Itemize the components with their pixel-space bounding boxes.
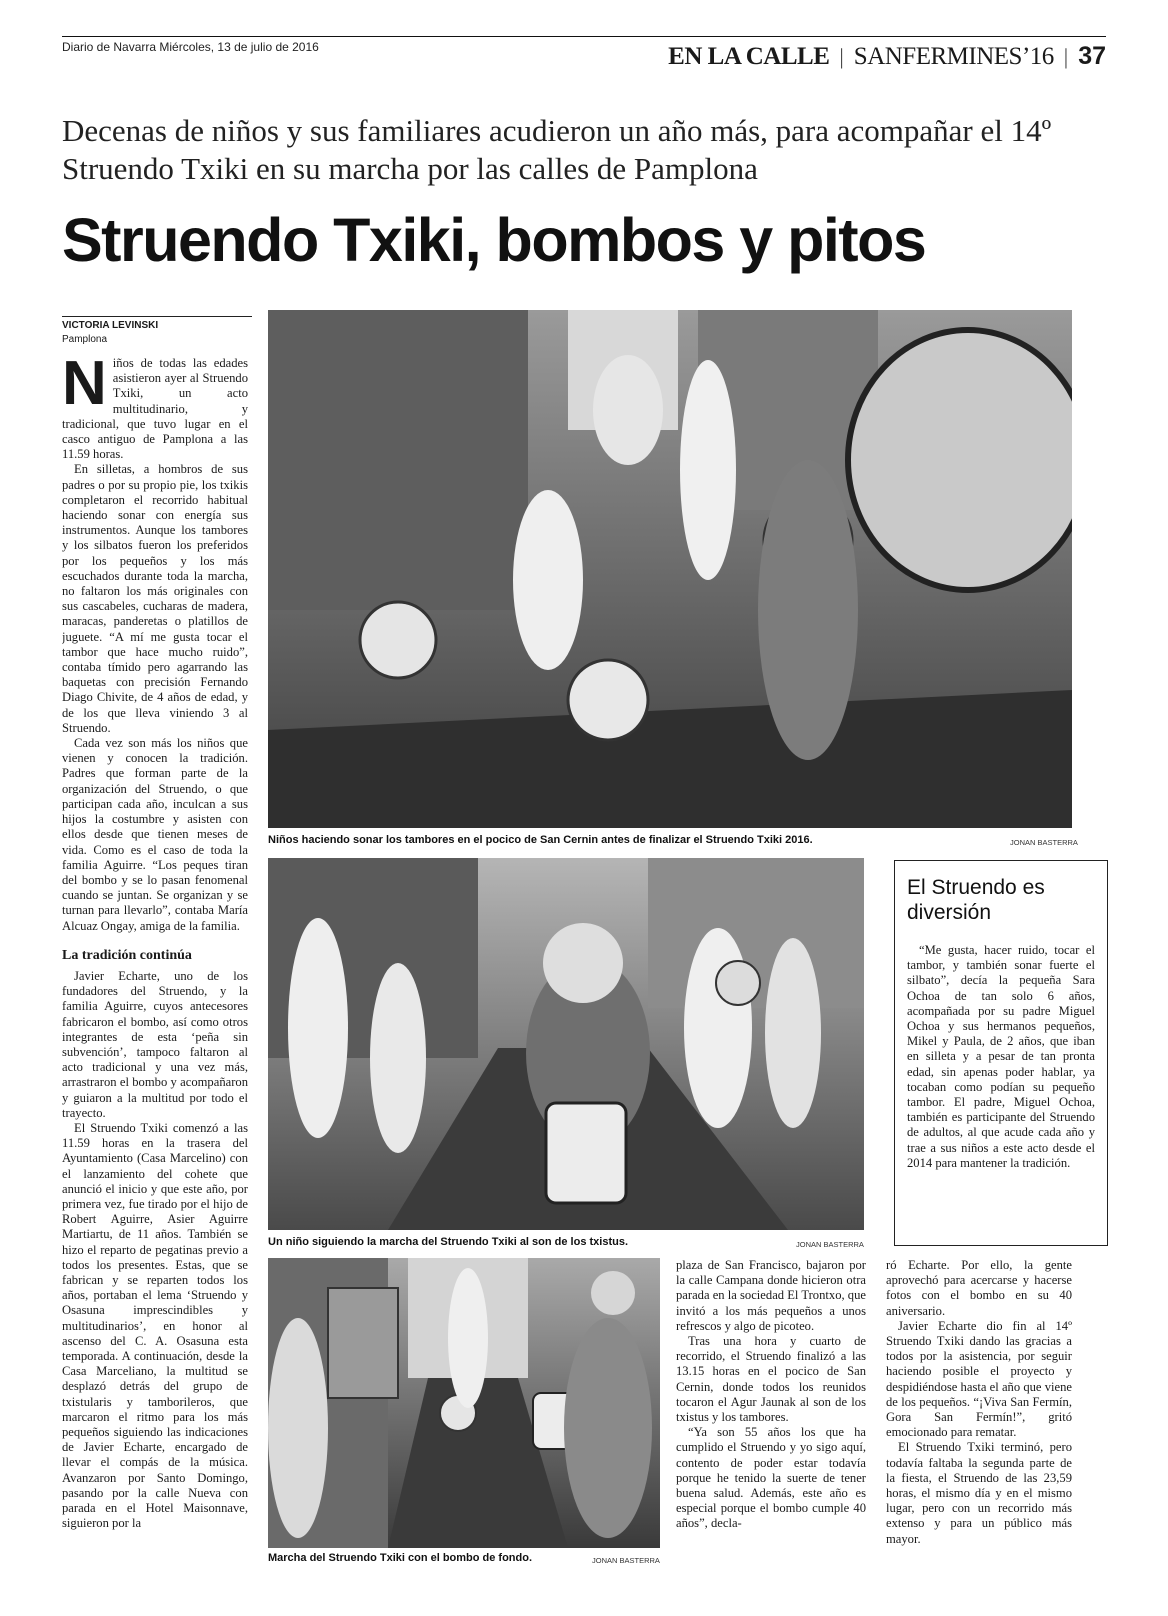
- section-separator: |: [839, 43, 844, 69]
- byline-dateline: Pamplona: [62, 334, 108, 345]
- subhead: La tradición continúa: [62, 947, 192, 963]
- paragraph: En silletas, a hombros de sus padres o por su propio pie, los txikis completaron el recorrido habitual haciendo sonar con energía sus instrumentos. Aunque los tambores y los silbatos fueron los preferidos por los pequeños y los más escuchados durante toda la marcha, no faltaron los más originales con sus cascabeles, cucharas de madera, maracas, panderetas o platillos de juguete. “A mí me gusta tocar el tambor que hace mucho ruido”, contaba tímido pero agarrando las baquetas con precisión Fernando Diago Chivite, de 4 años de edad, y de los que lleva viniendo 3 al Struendo.: [62, 462, 248, 735]
- byline: [62, 316, 252, 345]
- sidebar-text: “Me gusta, hacer ruido, tocar el tambor, y también sonar fuerte el silbato”, decía la pequeña Sara Ochoa de tan solo 6 años, acompañada por su padre Miguel Ochoa y sus hermanos pequeños, Mikel y Paula, de 2 años, que iban en silleta y a pesar de tan pronta edad, sin apenas poder hablar, ya tocaban como podían su pequeño tambor. El padre, Miguel Ochoa, también es participante del Struendo de adultos, al que acude cada año y trae a sus niños a este acto desde el 2014 para mantener la tradición.: [907, 943, 1095, 1170]
- paragraph: El Struendo Txiki terminó, pero todavía faltaba la segunda parte de la fiesta, el Struendo de las 23,59 horas, el mismo día y en el mismo lugar, pero con un recorrido más extenso y para un público más mayor.: [886, 1440, 1072, 1546]
- sidebar-box: [894, 860, 1108, 1246]
- paragraph: Tras una hora y cuarto de recorrido, el Struendo finalizó a las 13.15 horas en el pocico de San Cernin, donde todos los reunidos tocaron el Agur Jaunak al son de los txistus y los tambores.: [676, 1334, 866, 1425]
- photo-credit-top: JONAN BASTERRA: [1010, 838, 1078, 847]
- lead-text: iños de todas las edades asistieron ayer al Struendo Txiki, un acto multitudinario, y tradicional, que tuvo lugar en el casco antiguo de Pamplona a las 11.59 horas.: [62, 356, 248, 462]
- photo-credit-bottom: JONAN BASTERRA: [592, 1556, 660, 1565]
- paragraph: plaza de San Francisco, bajaron por la calle Campana donde hicieron otra parada en la sociedad El Trontxo, que invitó a los más pequeños a unos refrescos y algo de picoteo.: [676, 1258, 866, 1333]
- publication-dateline: [62, 40, 319, 54]
- photo-march-bombo: [268, 1258, 660, 1548]
- page-number: 37: [1078, 42, 1106, 70]
- paragraph: Javier Echarte, uno de los fundadores del Struendo, y la familia Aguirre, cuyos antecesores fabricaron el bombo, así como otros integrantes de esta ‘peña sin subvención’, tampoco faltaron al acto tradicional y una vez más, arrastraron el bombo y acompañaron y guiaron a la multitud por todo el trayecto.: [62, 968, 248, 1120]
- article-column-3: [676, 1258, 866, 1566]
- byline-author: VICTORIA LEVINSKI: [62, 320, 159, 331]
- paragraph: Javier Echarte dio fin al 14º Struendo Txiki dando las gracias a todos por la asistencia, por seguir haciendo posible el proyecto y despidiéndose hasta el año que viene de los pequeños. “¡Viva San Fermín, Gora San Fermín!”, gritó emocionado para rematar.: [886, 1318, 1072, 1440]
- paragraph: El Struendo Txiki comenzó a las 11.59 horas en la trasera del Ayuntamiento (Casa Marcelino) con el lanzamiento del cohete que anunció el inicio y que este año, por primera vez, fue tirado por el hijo de Robert Aguirre, Asier Aguirre Martiartu, de 11 años. También se hizo el reparto de pegatinas previo a todos los presentes. Estas, que se fabrican y se reparten todos los años, portaban el lema ‘Struendo y Osasuna imprescindibles y multitudinarios’, en honor al ascenso del C. A. Osasuna esta temporada. A continuación, desde la Casa Marceliano, la multitud se desplazó detrás del grupo de txistularis y tamborileros, que marcaron el ritmo para los más pequeños siguiendo las indicaciones de Javier Echarte, encargado de llevar el compás de la música. Avanzaron por Santo Domingo, pasando por la calle Nueva con parada en el Hotel Maisonnave, siguieron por la: [62, 1120, 248, 1531]
- photo-children-drums: [268, 310, 1072, 828]
- photo-caption-middle: Un niño siguiendo la marcha del Struendo Txiki al son de los txistus.: [268, 1236, 629, 1248]
- publication-name: Diario de Navarra: [62, 40, 157, 54]
- section-name: EN LA CALLE: [668, 42, 830, 70]
- article-column-4: [886, 1258, 1072, 1566]
- paragraph: ró Echarte. Por ello, la gente aprovechó para acercarse y hacerse fotos con el bombo en su 40 aniversario.: [886, 1258, 1072, 1318]
- article-column-1: [62, 356, 248, 1566]
- paragraph: “Ya son 55 años los que ha cumplido el Struendo y yo sigo aquí, contento de poder estar todavía porque he tenido la suerte de tener buena salud. Además, este año es especial porque el bombo cumple 40 años”, decla-: [676, 1425, 866, 1531]
- photo-boy-drum: [268, 858, 864, 1230]
- article-deck: Decenas de niños y sus familiares acudieron un año más, para acompañar el 14º Struendo Txiki en su marcha por las calles de Pamplona: [62, 113, 1052, 186]
- photo-caption-top: Niños haciendo sonar los tambores en el pocico de San Cernin antes de finalizar el Struendo Txiki 2016.: [268, 834, 813, 846]
- article-headline: Struendo Txiki, bombos y pitos: [62, 206, 926, 274]
- section-header: [668, 42, 1106, 71]
- header-rule: [62, 36, 1106, 37]
- page-separator: |: [1063, 43, 1069, 69]
- publication-date: Miércoles, 13 de julio de 2016: [159, 40, 319, 54]
- photo-credit-middle: JONAN BASTERRA: [796, 1240, 864, 1249]
- sidebar-title: El Struendo es diversión: [907, 876, 1045, 924]
- subsection-name: SANFERMINES’16: [853, 42, 1054, 70]
- paragraph-lead: [62, 356, 248, 462]
- photo-caption-bottom: Marcha del Struendo Txiki con el bombo de fondo.: [268, 1552, 533, 1564]
- drop-cap: N: [62, 356, 107, 418]
- paragraph: Cada vez son más los niños que vienen y conocen la tradición. Padres que forman parte de la organización del Struendo, o que participan cada año, inculcan a sus hijos la costumbre y asisten con ellos desde que tienen meses de vida. Como es el caso de toda la familia Aguirre. “Los peques tiran del bombo y se lo pasan fenomenal cuando se juntan. Se organizan y se turnan para llevarlo”, contaba María Alcuaz Ongay, amiga de la familia.: [62, 736, 248, 933]
